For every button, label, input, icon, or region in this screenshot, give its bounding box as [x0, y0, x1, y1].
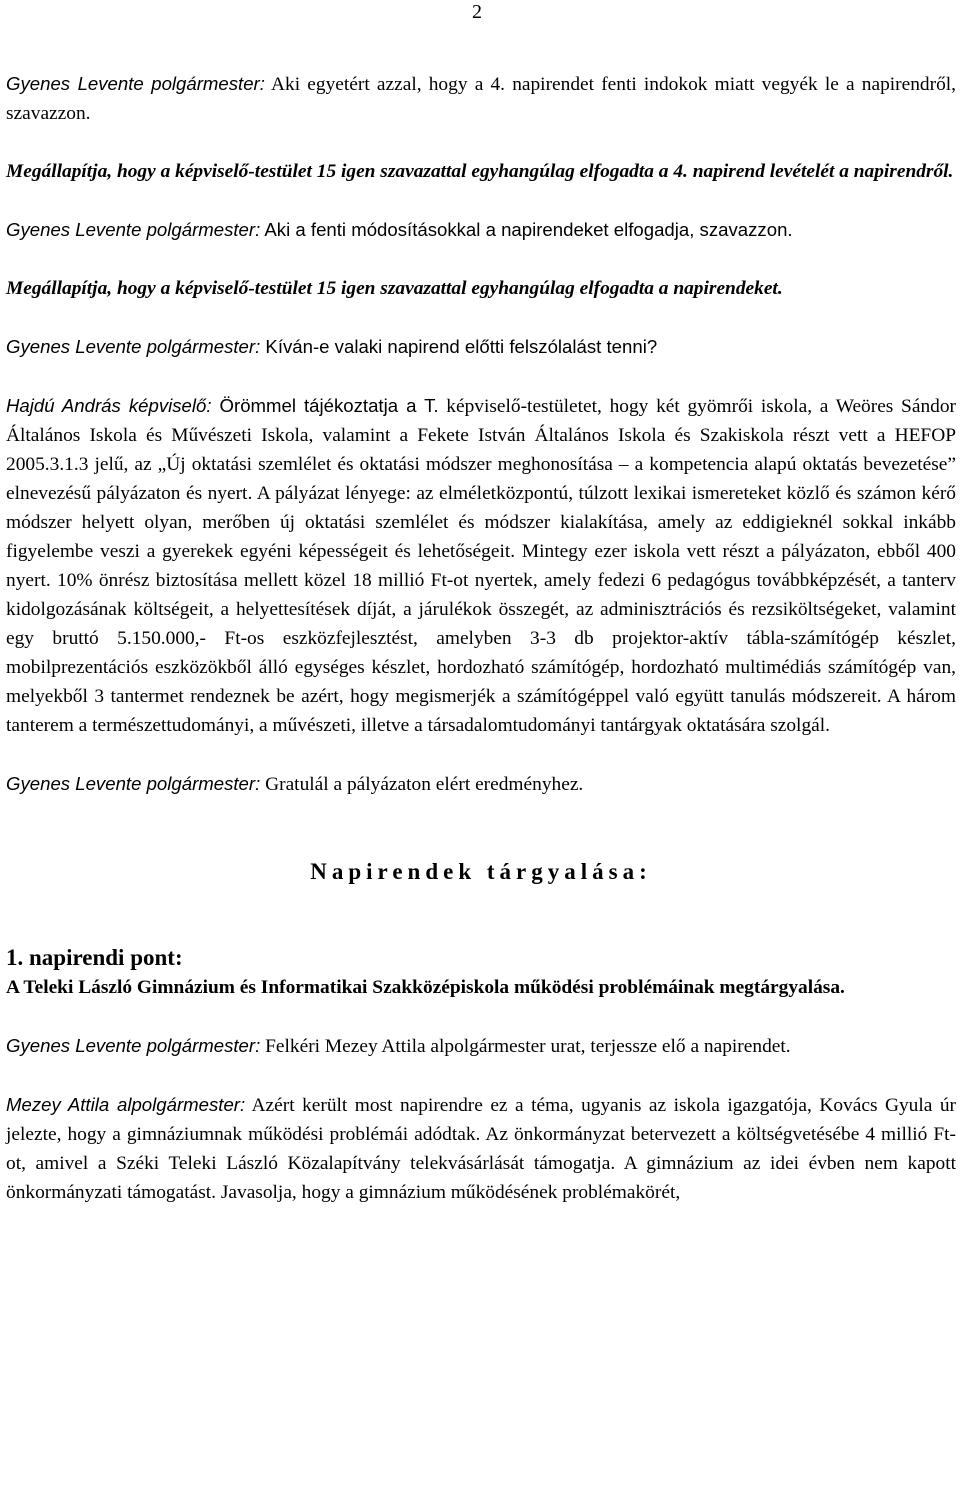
paragraph-text: Aki egyetért azzal, hogy a 4. napirendet fenti indokok miatt vegyék le a napirendről, szavazzon. — [6, 74, 957, 124]
speaker-name: Mezey Attila alpolgármester: — [6, 1094, 246, 1115]
paragraph-pre-agenda-question — [6, 332, 956, 362]
paragraph-text: Felkéri Mezey Attila alpolgármester urat, terjessze elő a napirendet. — [260, 1036, 791, 1057]
section-heading: Napirendek tárgyalása: — [310, 859, 652, 884]
paragraph-vote-agenda — [6, 215, 956, 245]
paragraph-text: Gratulál a pályázaton elért eredményhez. — [260, 774, 584, 795]
speaker-name: Gyenes Levente polgármester: — [6, 336, 261, 357]
speaker-name: Hajdú András képviselő: — [6, 395, 212, 416]
paragraph-text-lead: Örömmel tájékoztatja a T. — [211, 395, 439, 416]
paragraph-text: Kíván-e valaki napirend előtti felszólalást tenni? — [260, 336, 658, 357]
speaker-name: Gyenes Levente polgármester: — [6, 1035, 261, 1056]
speaker-name: Gyenes Levente polgármester: — [6, 773, 261, 794]
document-body — [6, 69, 956, 1207]
agenda-item-subject: A Teleki László Gimnázium és Informatikai Szakközépiskola működési problémáinak megtárgyalása. — [6, 977, 845, 998]
paragraph-hefop-report — [6, 391, 956, 740]
paragraph-congratulation — [6, 769, 956, 799]
page-number: 2 — [472, 1, 482, 23]
paragraph-text: képviselő-testületet, hogy két gyömrői iskola, a Weöres Sándor Általános Iskola és Művészeti Iskola, valamint a Fekete István Általános Iskola és Szakiskola részt vett a HEFOP 2005.3.1.3 jelű, az „Új oktatási szemlélet és oktatási módszer meghonosítása – a kompetencia alapú oktatás bevezetése” elnevezésű pályázaton és nyert. A pályázat lényege: az elméletközpontú, túlzott lexikai ismereteket közlő és számon kérő módszer helyett olyan, merőben új oktatási szemlélet és módszer kialakítása, amely az eddigieknél sokkal inkább figyelembe veszi a gyerekek egyéni képességeit és lehetőségeit. Mintegy ezer iskola vett részt a pályázaton, ebből 400 nyert. 10% önrész biztosítása mellett közel 18 millió Ft-ot nyertek, amely fedezi 6 pedagógus továbbképzését, a tanterv kidolgozásának költségeit, a helyettesítések díját, a járulékok összegét, az adminisztrációs és rezsiköltségeket, valamint egy bruttó 5.150.000,- Ft-os eszközfejlesztést, amelyben 3-3 db projektor-aktív tábla-számítógép készlet, mobilprezentációs eszközökből álló egységes készlet, hordozható számítógép, hordozható multimédiás számítógép van, melyekből 3 tantermet rendeznek be azért, hogy megismerjék a számítógéppel való együtt tanulás módszereit. A három tanterem a természettudományi, a művészeti, illetve a társadalomtudományi tantárgyak oktatására szolgál. — [6, 396, 956, 736]
speaker-name: Gyenes Levente polgármester: — [6, 73, 265, 94]
paragraph-introduce-agenda — [6, 1031, 956, 1061]
paragraph-deputy-mayor — [6, 1090, 956, 1207]
resolution-agenda-accepted: Megállapítja, hogy a képviselő-testület 15 igen szavazattal egyhangúlag elfogadta a napirendeket. — [6, 278, 783, 299]
agenda-item-title: 1. napirendi pont: — [6, 945, 183, 970]
speaker-name: Gyenes Levente polgármester: — [6, 219, 261, 240]
paragraph-text: Aki a fenti módosításokkal a napirendeket elfogadja, szavazzon. — [260, 219, 793, 240]
resolution-remove-agenda: Megállapítja, hogy a képviselő-testület 15 igen szavazattal egyhangúlag elfogadta a 4. napirend levételét a napirendről. — [6, 161, 954, 182]
paragraph-vote-remove-agenda — [6, 69, 956, 128]
paragraph-text: Azért került most napirendre ez a téma, ugyanis az iskola igazgatója, Kovács Gyula úr jelezte, hogy a gimnáziumnak működési problémái adódtak. Az önkormányzat betervezett a költségvetésébe 4 millió Ft-ot, amivel a Széki Teleki László Közalapítvány telekvásárlását támogatja. A gimnázium az idei évben nem kapott önkormányzati támogatást. Javasolja, hogy a gimnázium működésének problémakörét, — [6, 1095, 956, 1203]
